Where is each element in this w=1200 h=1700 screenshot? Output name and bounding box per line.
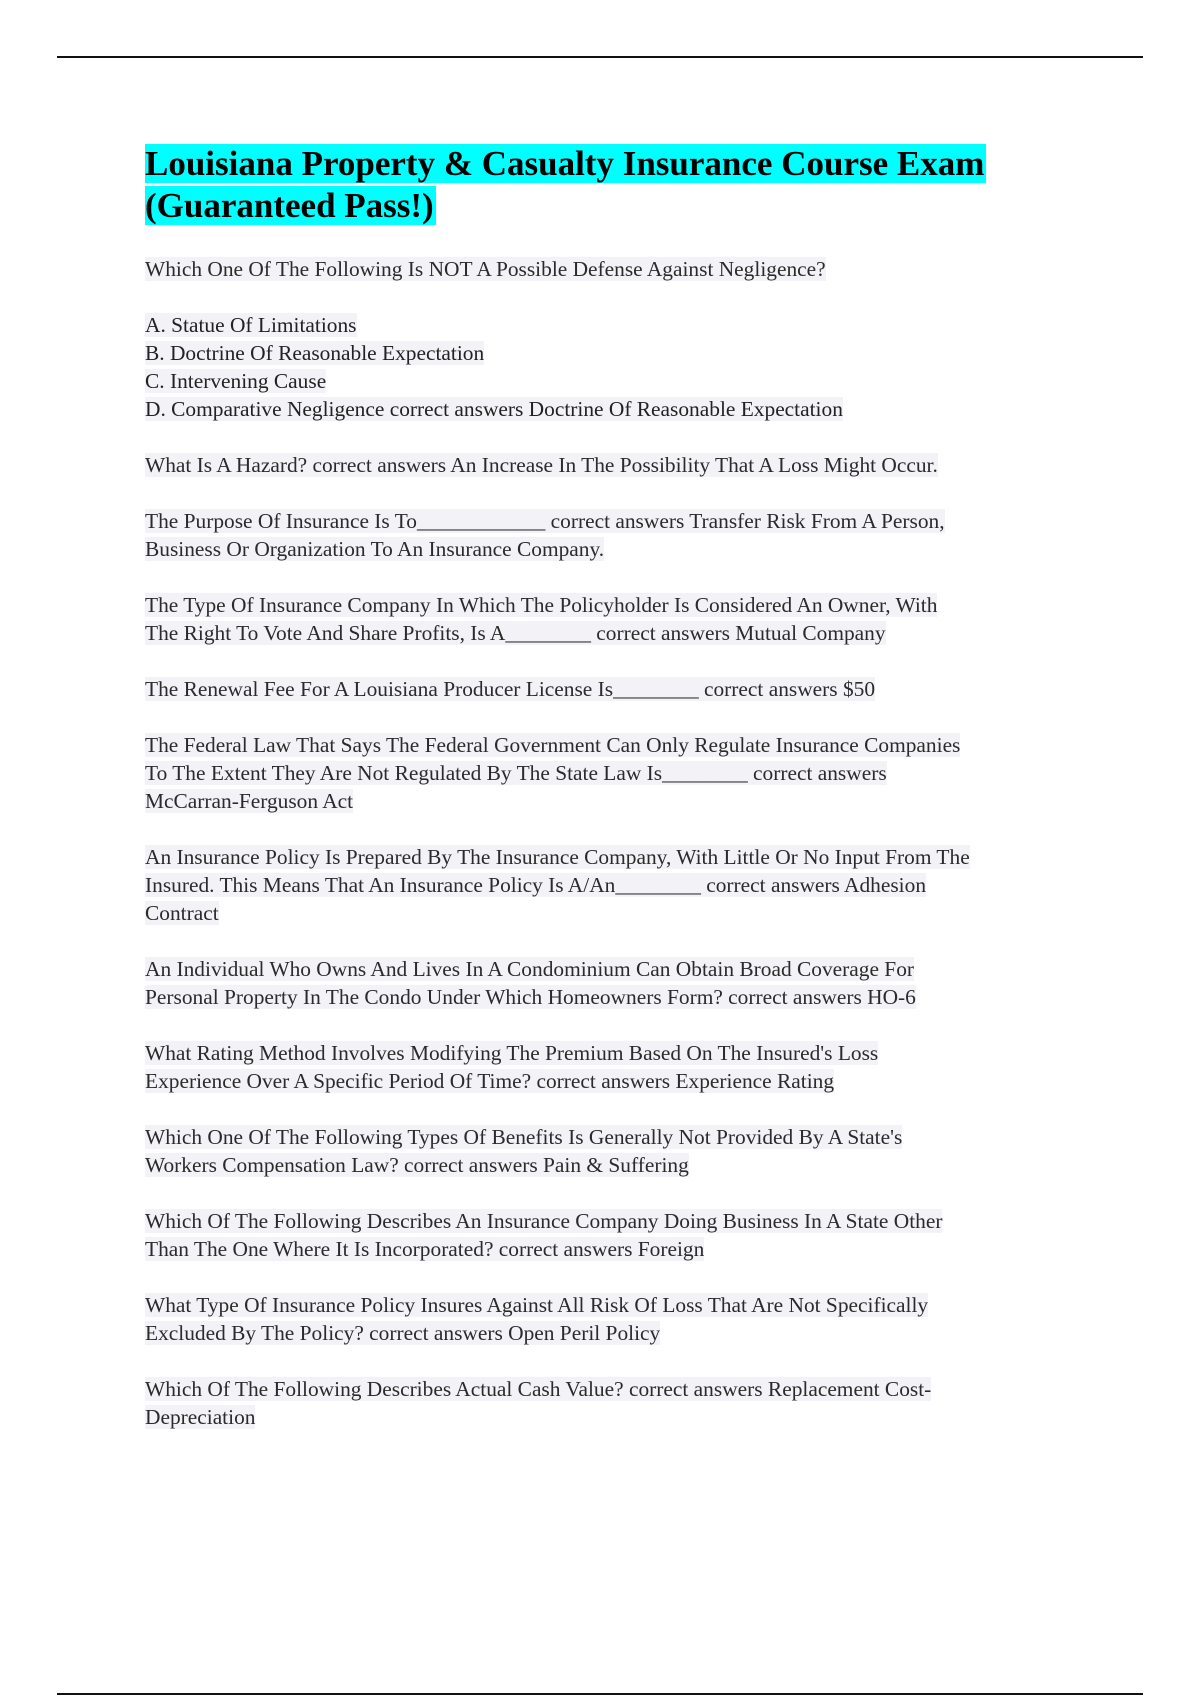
question-line: Depreciation	[145, 1405, 256, 1429]
title-line-2: (Guaranteed Pass!)	[145, 186, 434, 225]
question-1-options	[145, 311, 1090, 423]
question-line: The Purpose Of Insurance Is To____________ correct answers Transfer Risk From A Person,	[145, 509, 945, 533]
question-line: Experience Over A Specific Period Of Time? correct answers Experience Rating	[145, 1069, 835, 1093]
question-2	[145, 451, 1090, 479]
question-line: Which Of The Following Describes An Insurance Company Doing Business In A State Other	[145, 1209, 943, 1233]
document-body	[145, 143, 1090, 1459]
question-6	[145, 731, 1090, 815]
question-5	[145, 675, 1090, 703]
question-line: What Is A Hazard? correct answers An Increase In The Possibility That A Loss Might Occur.	[145, 453, 938, 477]
question-list	[145, 255, 1090, 1431]
bottom-rule	[57, 1693, 1143, 1695]
question-line: Which One Of The Following Types Of Benefits Is Generally Not Provided By A State's	[145, 1125, 903, 1149]
question-line: Business Or Organization To An Insurance Company.	[145, 537, 605, 561]
document-title	[145, 143, 1090, 227]
question-line: An Individual Who Owns And Lives In A Condominium Can Obtain Broad Coverage For	[145, 957, 915, 981]
option-b: B. Doctrine Of Reasonable Expectation	[145, 341, 485, 365]
question-8	[145, 955, 1090, 1011]
question-line: The Federal Law That Says The Federal Government Can Only Regulate Insurance Companies	[145, 733, 961, 757]
question-line: Personal Property In The Condo Under Which Homeowners Form? correct answers HO-6	[145, 985, 916, 1009]
title-line-1: Louisiana Property & Casualty Insurance Course Exam	[145, 144, 985, 183]
question-line: The Type Of Insurance Company In Which The Policyholder Is Considered An Owner, With	[145, 593, 938, 617]
question-line: Workers Compensation Law? correct answers Pain & Suffering	[145, 1153, 689, 1177]
question-9	[145, 1039, 1090, 1095]
question-1-text: Which One Of The Following Is NOT A Possible Defense Against Negligence?	[145, 257, 826, 281]
question-13	[145, 1375, 1090, 1431]
question-7	[145, 843, 1090, 927]
question-line: McCarran-Ferguson Act	[145, 789, 354, 813]
question-line: What Rating Method Involves Modifying The Premium Based On The Insured's Loss	[145, 1041, 879, 1065]
question-3	[145, 507, 1090, 563]
top-rule	[57, 56, 1143, 58]
question-11	[145, 1207, 1090, 1263]
question-line: To The Extent They Are Not Regulated By The State Law Is________ correct answers	[145, 761, 887, 785]
question-line: Which Of The Following Describes Actual Cash Value? correct answers Replacement Cost-	[145, 1377, 932, 1401]
option-a: A. Statue Of Limitations	[145, 313, 357, 337]
question-line: The Renewal Fee For A Louisiana Producer License Is________ correct answers $50	[145, 677, 876, 701]
question-1	[145, 255, 1090, 283]
question-line: An Insurance Policy Is Prepared By The Insurance Company, With Little Or No Input From The	[145, 845, 970, 869]
question-4	[145, 591, 1090, 647]
question-line: Insured. This Means That An Insurance Policy Is A/An________ correct answers Adhesion	[145, 873, 927, 897]
question-line: What Type Of Insurance Policy Insures Against All Risk Of Loss That Are Not Specifically	[145, 1293, 929, 1317]
option-c: C. Intervening Cause	[145, 369, 327, 393]
question-line: Than The One Where It Is Incorporated? correct answers Foreign	[145, 1237, 705, 1261]
question-line: Excluded By The Policy? correct answers Open Peril Policy	[145, 1321, 661, 1345]
question-line: Contract	[145, 901, 219, 925]
question-line: The Right To Vote And Share Profits, Is A________ correct answers Mutual Company	[145, 621, 886, 645]
question-10	[145, 1123, 1090, 1179]
question-12	[145, 1291, 1090, 1347]
option-d: D. Comparative Negligence correct answers Doctrine Of Reasonable Expectation	[145, 397, 843, 421]
